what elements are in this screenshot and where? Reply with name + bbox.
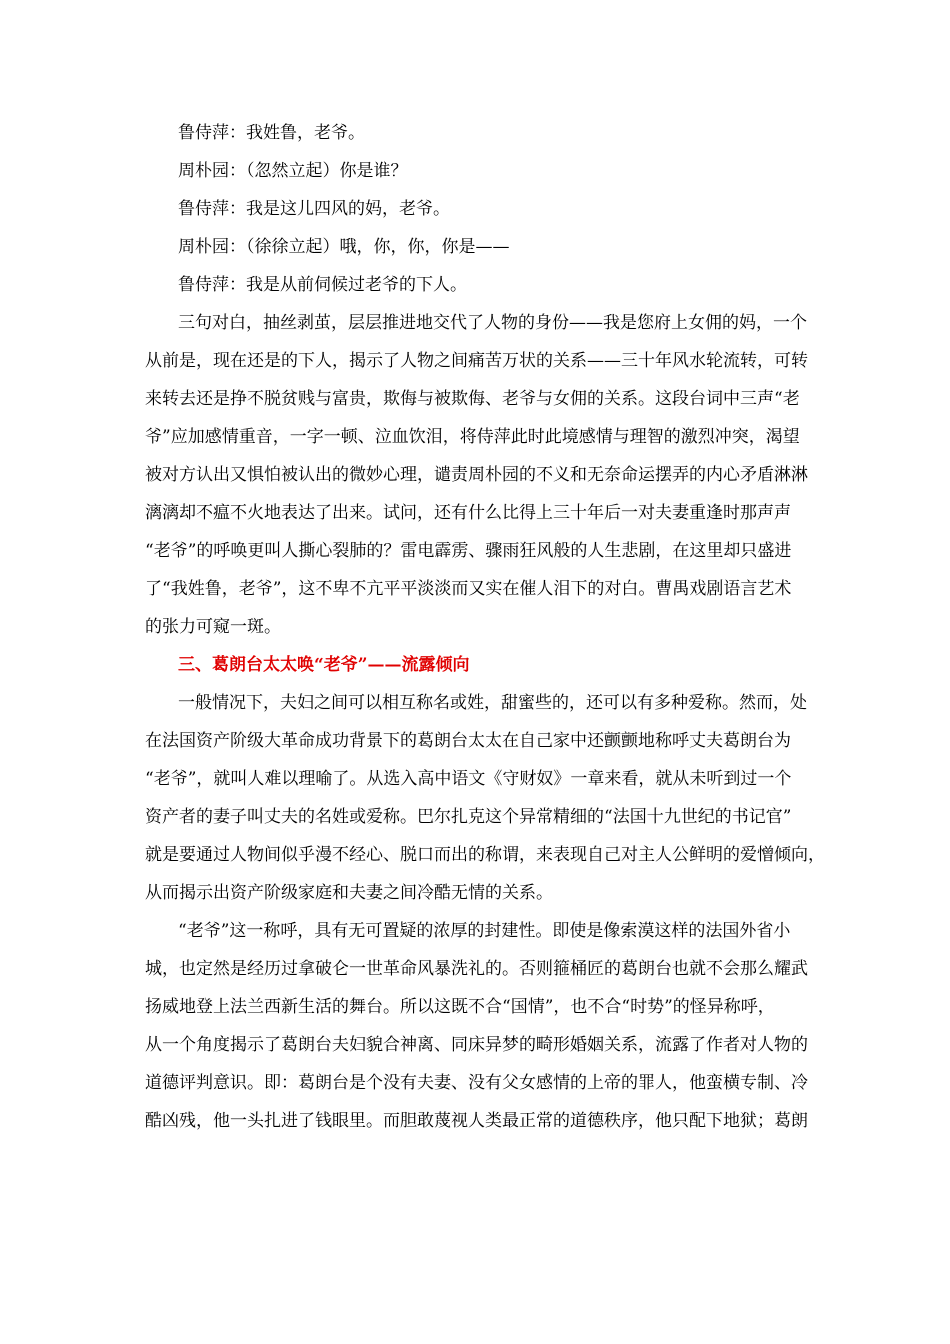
paragraph-2-line: “老爷”，就叫人难以理喻了。从选入高中语文《守财奴》一章来看，就从未听到过一个: [145, 769, 792, 789]
paragraph-1-line: 爷”应加感情重音，一字一顿、泣血饮泪，将侍萍此时此境感情与理智的激烈冲突，渴望: [145, 427, 800, 447]
paragraph-1-line: 三句对白，抽丝剥茧，层层推进地交代了人物的身份——我是您府上女佣的妈，一个: [178, 313, 807, 333]
dialogue-line: 鲁侍萍：我是这儿四风的妈，老爷。: [178, 199, 450, 219]
paragraph-1-line: 了“我姓鲁，老爷”，这不卑不亢平平淡淡而又实在催人泪下的对白。曹禺戏剧语言艺术: [145, 579, 792, 599]
dialogue-line: 周朴园：（徐徐立起）哦，你，你，你是——: [178, 237, 510, 257]
paragraph-1-line: 的张力可窥一斑。: [145, 617, 281, 637]
paragraph-3-line: 酷凶残，他一头扎进了钱眼里。而胆敢蔑视人类最正常的道德秩序，他只配下地狱；葛朗: [145, 1111, 808, 1131]
paragraph-1-line: 从前是，现在还是的下人，揭示了人物之间痛苦万状的关系——三十年风水轮流转，可转: [145, 351, 808, 371]
paragraph-2-line: 一般情况下，夫妇之间可以相互称名或姓，甜蜜些的，还可以有多种爱称。然而，处: [178, 693, 807, 713]
paragraph-2-line: 从而揭示出资产阶级家庭和夫妻之间冷酷无情的关系。: [145, 883, 553, 903]
paragraph-3-line: 扬威地登上法兰西新生活的舞台。所以这既不合“国情”，也不合“时势”的怪异称呼，: [145, 997, 775, 1017]
dialogue-line: 鲁侍萍：我是从前伺候过老爷的下人。: [178, 275, 467, 295]
paragraph-3-line: 从一个角度揭示了葛朗台夫妇貌合神离、同床异梦的畸形婚姻关系，流露了作者对人物的: [145, 1035, 808, 1055]
section-heading: 三、葛朗台太太唤“老爷”——流露倾向: [178, 655, 470, 675]
dialogue-line: 周朴园：（忽然立起）你是谁？: [178, 161, 408, 181]
paragraph-1-line: 漓漓却不瘟不火地表达了出来。试问，还有什么比得上三十年后一对夫妻重逢时那声声: [145, 503, 791, 523]
paragraph-2-line: 在法国资产阶级大革命成功背景下的葛朗台太太在自己家中还颤颤地称呼丈夫葛朗台为: [145, 731, 791, 751]
paragraph-1-line: 被对方认出又惧怕被认出的微妙心理，谴责周朴园的不义和无奈命运摆弄的内心矛盾淋淋: [145, 465, 808, 485]
paragraph-3-line: 城，也定然是经历过拿破仑一世革命风暴洗礼的。否则箍桶匠的葛朗台也就不会那么耀武: [145, 959, 808, 979]
paragraph-2-line: 资产者的妻子叫丈夫的名姓或爱称。巴尔扎克这个异常精细的“法国十九世纪的书记官”: [145, 807, 792, 827]
paragraph-2-line: 就是要通过人物间似乎漫不经心、脱口而出的称谓，来表现自己对主人公鲜明的爱憎倾向，: [145, 845, 825, 865]
paragraph-1-line: “老爷”的呼唤更叫人撕心裂肺的？雷电霹雳、骤雨狂风般的人生悲剧，在这里却只盛进: [145, 541, 792, 561]
dialogue-line: 鲁侍萍：我姓鲁，老爷。: [178, 123, 365, 143]
paragraph-1-line: 来转去还是挣不脱贫贱与富贵，欺侮与被欺侮、老爷与女佣的关系。这段台词中三声“老: [145, 389, 800, 409]
paragraph-3-line: “老爷”这一称呼，具有无可置疑的浓厚的封建性。即使是像索漠这样的法国外省小: [178, 921, 791, 941]
paragraph-3-line: 道德评判意识。即：葛朗台是个没有夫妻、没有父女感情的上帝的罪人，他蛮横专制、冷: [145, 1073, 808, 1093]
